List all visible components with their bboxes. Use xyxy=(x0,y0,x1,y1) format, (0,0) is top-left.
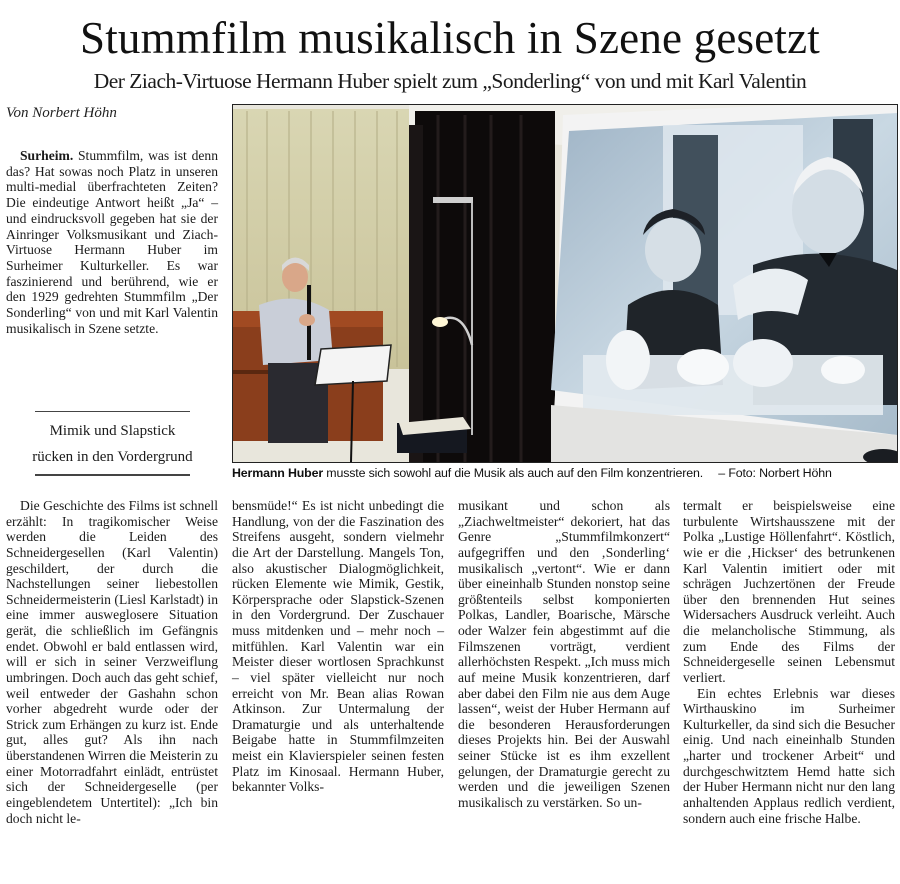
photo-caption xyxy=(232,464,898,482)
caption-name: Hermann Huber xyxy=(232,466,323,480)
article-subheadline: Der Ziach-Virtuose Hermann Huber spielt zum „Sonderling“ von und mit Karl Valentin xyxy=(93,69,807,93)
article-column-1 xyxy=(6,498,218,826)
article-column-4 xyxy=(683,498,895,826)
article-column-3 xyxy=(458,498,670,811)
column-3-text: musikant und schon als „Ziachweltmeister“ dekoriert, hat das Genre „Stummfilmkonzert“ aufgegriffen und den ‚Sonderling‘ musikalisch „vertont“. Wie er dann über eineinhalb Stunden nonstop seine größtenteils selbst komponierten Polkas, Landler, Boarische, Märsche oder Walzer fein abgestimmt auf die Filmszenen vorträgt, verdient allerhöchsten Respekt. „Ich muss mich auf meine Musik konzentrieren, darf aber dabei den Film nie aus dem Auge lassen“, weist der Huber Hermann auf die besonderen Herausforderungen dieses Projekts hin. Bei der Auswahl seiner Stücke ist es ihm exzellent gelungen, der Dramaturgie gerecht zu werden und die jeweiligen Szenen musikalisch zu verstärken. So un- xyxy=(458,498,670,810)
photo-illustration xyxy=(233,105,897,462)
subtitle-line-2: rücken in den Vordergrund xyxy=(32,449,193,466)
column-4-paragraph-2: Ein echtes Erlebnis war dieses Wirthauskino im Surheimer Kulturkeller, da sind sich die Besucher einig. Und nach eineinhalb Stunden „harter und trockener Arbeit“ und durchgeschwitztem Hemd hatte sich der Huber Hermann nicht nur den lang anhaltenden Applaus redlich verdient, sondern auch eine frische Halbe. xyxy=(683,685,895,826)
subtitle-line-1: Mimik und Slapstick xyxy=(49,423,176,440)
article-byline: Von Norbert Höhn xyxy=(6,105,117,121)
column-2-text: bensmüde!“ Es ist nicht unbedingt die Handlung, von der die Faszination des Streifens ausgeht, sondern vielmehr die Art der Darstellung. Mangels Ton, also akustischer Dialogmöglichkeit, rücken Elemente wie Mimik, Gestik, Körpersprache oder Slapstick-Szenen in den Vordergrund. Der Zuschauer muss mitdenken und – mehr noch – mitfühlen. Karl Valentin war ein Meister dieser wortlosen Sprachkunst – viel später vielleicht nur noch erreicht von Mr. Bean alias Rowan Atkinson. Zur Untermalung der Dramaturgie und als unterhaltende Beigabe hatte in Stummfilmzeiten meist ein Klavierspieler seinen festen Platz im Kinosaal. Hermann Huber, bekannter Volks- xyxy=(232,498,444,795)
column-1-text: Die Geschichte des Films ist schnell erzählt: In tragikomischer Weise werden die Leiden des Schneidergesellen (Karl Valentin) geschildert, der durch die Nachstellungen seiner liebestollen Schneidermeisterin (Liesl Karlstadt) in eine immer ausweglosere Situation gerät, die schließlich im Gefängnis endet. Obwohl er bald entlassen wird, will er sich in seiner Verzweiflung umbringen. Doch auch das geht schief, weil entweder der Gashahn schon vorher abgedreht wurde oder der Strick zum Erhängen zu kurz ist. Ende gut, alles gut? Als ihn nach überstandenen Wirren die Meisterin zu einer Motorradfahrt einlädt, entrüstet sich der Schneidergeselle (per eingeblendetem Untertitel): „Ich bin doch nicht le- xyxy=(6,498,218,826)
lead-text: Stummfilm, was ist denn das? Hat sowas noch Platz in unseren multi-medial überfrachteten Zeiten? Die eindeutige Antwort heißt „Ja“ – und eindrucksvoll gegeben hat sie der Ainringer Volksmusikant und Ziach-Virtuose Hermann Huber im Surheimer Kulturkeller. Es war faszinierend und berührend, wie er den 1929 gedrehten Stummfilm „Der Sonderling“ von und mit Karl Valentin musikalisch in Szene setzte. xyxy=(6,148,218,336)
subtitle-rule-bottom xyxy=(35,474,190,475)
dateline: Surheim. xyxy=(20,148,74,163)
photo-credit: – Foto: Norbert Höhn xyxy=(718,466,832,480)
projection-screen xyxy=(551,105,897,462)
column-4-text: termalt er beispielsweise eine turbulente Wirtshausszene mit der Polka „Lustige Höllenfahrt“. Köstlich, wie er die ‚Hickser‘ des betrunkenen Karl Valentin imitiert oder mit schrägen Juchzertönen der Freude über den brennenden Hut seines Widersachers Ausdruck verleiht. Auch die melancholische Stimmung, als zum Ende des Films der Schneidergeselle seinen Lebensmut verliert. xyxy=(683,498,895,685)
black-curtain xyxy=(415,111,555,462)
article-column-2 xyxy=(232,498,444,795)
article-headline: Stummfilm musikalisch in Szene gesetzt xyxy=(80,13,820,63)
article-photo xyxy=(232,104,898,463)
section-subtitle xyxy=(32,411,193,476)
lead-paragraph xyxy=(6,148,218,336)
caption-text: musste sich sowohl auf die Musik als auch auf den Film konzentrieren. xyxy=(326,466,703,480)
